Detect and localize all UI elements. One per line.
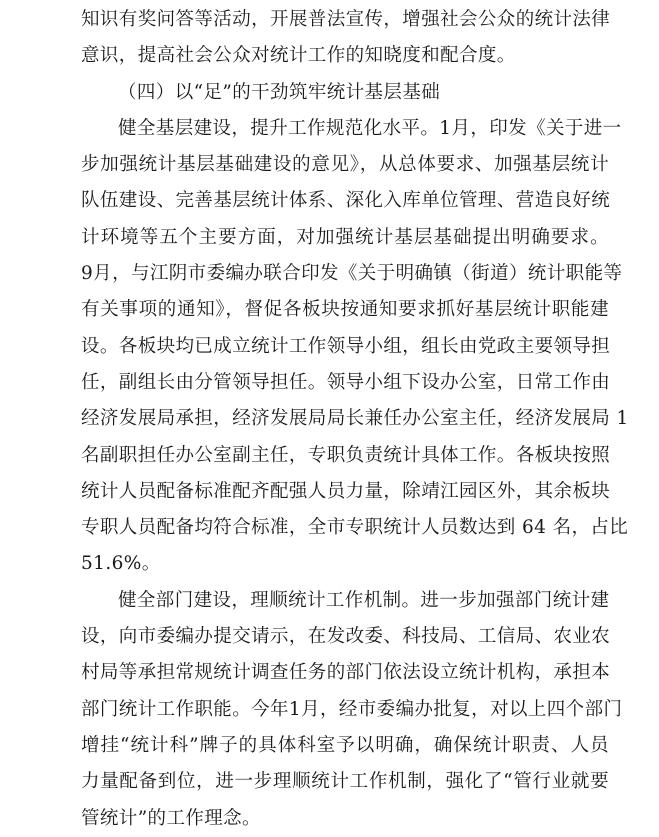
text-line: 增挂“统计科”牌子的具体科室予以明确，确保统计职责、人员 <box>81 734 609 756</box>
text-line: 名副职担任办公室副主任，专职负责统计具体工作。各板块按照 <box>81 444 611 466</box>
text-line: 计环境等五个主要方面，对加强统计基层基础提出明确要求。 <box>81 226 609 248</box>
text-line: 队伍建设、完善基层统计体系、深化入库单位管理、营造良好统 <box>81 190 611 212</box>
text-line: 统计人员配备标准配齐配强人员力量，除靖江园区外，其余板块 <box>81 480 611 502</box>
text-line: 专职人员配备均符合标准，全市专职统计人员数达到 64 名，占比 <box>81 517 629 539</box>
text-line: 有关事项的通知》，督促各板块按通知要求抓好基层统计职能建 <box>81 299 609 321</box>
text-line: 健全基层建设，提升工作规范化水平。1月，印发《关于进一 <box>118 117 622 139</box>
text-line: 意识，提高社会公众对统计工作的知晓度和配合度。 <box>81 45 516 67</box>
text-line: 设，向市委编办提交请示，在发改委、科技局、工信局、农业农 <box>81 626 611 648</box>
text-line: 步加强统计基层基础建设的意见》，从总体要求、加强基层统计 <box>81 154 609 176</box>
text-line: 9月，与江阴市委编办联合印发《关于明确镇（街道）统计职能等 <box>81 263 623 285</box>
text-line: （四）以“足”的干劲筑牢统计基层基础 <box>118 81 441 103</box>
text-line: 任，副组长由分管领导担任。领导小组下设办公室，日常工作由 <box>81 371 611 393</box>
text-line: 设。各板块均已成立统计工作领导小组，组长由党政主要领导担 <box>81 335 611 357</box>
text-line: 村局等承担常规统计调查任务的部门依法设立统计机构，承担本 <box>81 662 611 684</box>
text-line: 管统计”的工作理念。 <box>81 807 261 829</box>
text-line: 知识有奖问答等活动，开展普法宣传，增强社会公众的统计法律 <box>81 9 611 30</box>
document-body <box>81 2 629 837</box>
text-line: 51.6%。 <box>81 553 161 575</box>
text-line: 经济发展局承担，经济发展局局长兼任办公室主任，经济发展局 1 <box>81 408 629 430</box>
text-line: 力量配备到位，进一步理顺统计工作机制，强化了“管行业就要 <box>81 771 609 793</box>
text-line: 部门统计工作职能。今年1月，经市委编办批复，对以上四个部门 <box>81 698 623 720</box>
text-line: 健全部门建设，理顺统计工作机制。进一步加强部门统计建 <box>118 589 610 611</box>
